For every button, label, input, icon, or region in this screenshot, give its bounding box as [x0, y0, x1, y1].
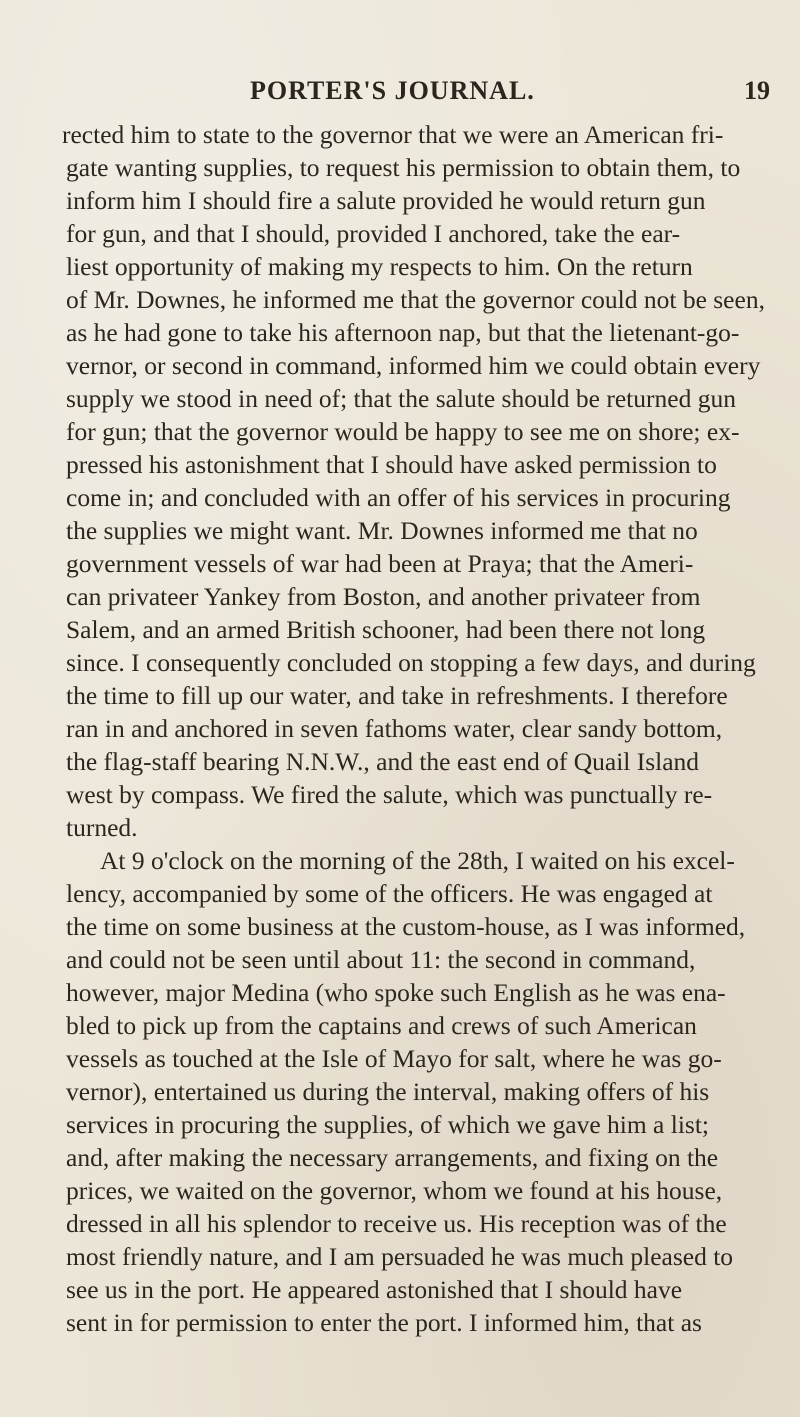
- text-line: for gun; that the governor would be happy to see me on shore; ex-: [66, 417, 740, 446]
- text-line: gate wanting supplies, to request his permission to obtain them, to: [66, 153, 741, 182]
- text-line: turned.: [66, 813, 138, 842]
- text-line: of Mr. Downes, he informed me that the governor could not be seen,: [66, 285, 765, 314]
- text-line: bled to pick up from the captains and crews of such American: [66, 1011, 697, 1040]
- text-line: Salem, and an armed British schooner, had been there not long: [66, 615, 706, 644]
- text-line: vernor), entertained us during the interval, making offers of his: [66, 1077, 710, 1106]
- text-line: vernor, or second in command, informed him we could obtain every: [66, 351, 761, 380]
- text-line: however, major Medina (who spoke such English as he was ena-: [66, 978, 726, 1007]
- text-line: government vessels of war had been at Praya; that the Ameri-: [66, 549, 694, 578]
- text-line: the flag-staff bearing N.N.W., and the east end of Quail Island: [66, 747, 700, 776]
- text-line: the supplies we might want. Mr. Downes informed me that no: [66, 516, 698, 545]
- text-line: lency, accompanied by some of the officers. He was engaged at: [66, 879, 713, 908]
- text-line: the time on some business at the custom-house, as I was informed,: [66, 912, 746, 941]
- text-line: dressed in all his splendor to receive us. His reception was of the: [66, 1209, 727, 1238]
- text-line: most friendly nature, and I am persuaded he was much pleased to: [66, 1242, 734, 1271]
- text-line: see us in the port. He appeared astonished that I should have: [66, 1275, 683, 1304]
- text-line: inform him I should fire a salute provided he would return gun: [66, 186, 706, 215]
- text-line: pressed his astonishment that I should have asked permission to: [66, 450, 717, 479]
- text-line: supply we stood in need of; that the salute should be returned gun: [66, 384, 736, 413]
- text-line: for gun, and that I should, provided I anchored, take the ear-: [66, 219, 681, 248]
- text-line: the time to fill up our water, and take in refreshments. I therefore: [66, 681, 728, 710]
- text-line: ran in and anchored in seven fathoms water, clear sandy bottom,: [66, 714, 723, 743]
- text-line: rected him to state to the governor that we were an American fri-: [62, 120, 724, 149]
- text-line: prices, we waited on the governor, whom we found at his house,: [66, 1176, 723, 1205]
- text-line: sent in for permission to enter the port. I informed him, that as: [66, 1308, 702, 1337]
- text-line: since. I consequently concluded on stopping a few days, and during: [66, 648, 756, 677]
- text-line: west by compass. We fired the salute, which was punctually re-: [66, 780, 713, 809]
- text-line: as he had gone to take his afternoon nap, but that the lietenant-go-: [66, 318, 740, 347]
- text-line: services in procuring the supplies, of which we gave him a list;: [66, 1110, 710, 1139]
- text-line: and, after making the necessary arrangements, and fixing on the: [66, 1143, 719, 1172]
- page-number: 19: [744, 76, 770, 105]
- running-head: [250, 76, 770, 106]
- text-line: can privateer Yankey from Boston, and another privateer from: [66, 582, 701, 611]
- text-line: vessels as touched at the Isle of Mayo for salt, where he was go-: [66, 1044, 722, 1073]
- running-title: PORTER'S JOURNAL.: [250, 76, 535, 105]
- text-line: At 9 o'clock on the morning of the 28th, I waited on his excel-: [100, 846, 735, 875]
- text-line: come in; and concluded with an offer of his services in procuring: [66, 483, 731, 512]
- text-line: and could not be seen until about 11: the second in command,: [66, 945, 696, 974]
- text-line: liest opportunity of making my respects to him. On the return: [66, 252, 693, 281]
